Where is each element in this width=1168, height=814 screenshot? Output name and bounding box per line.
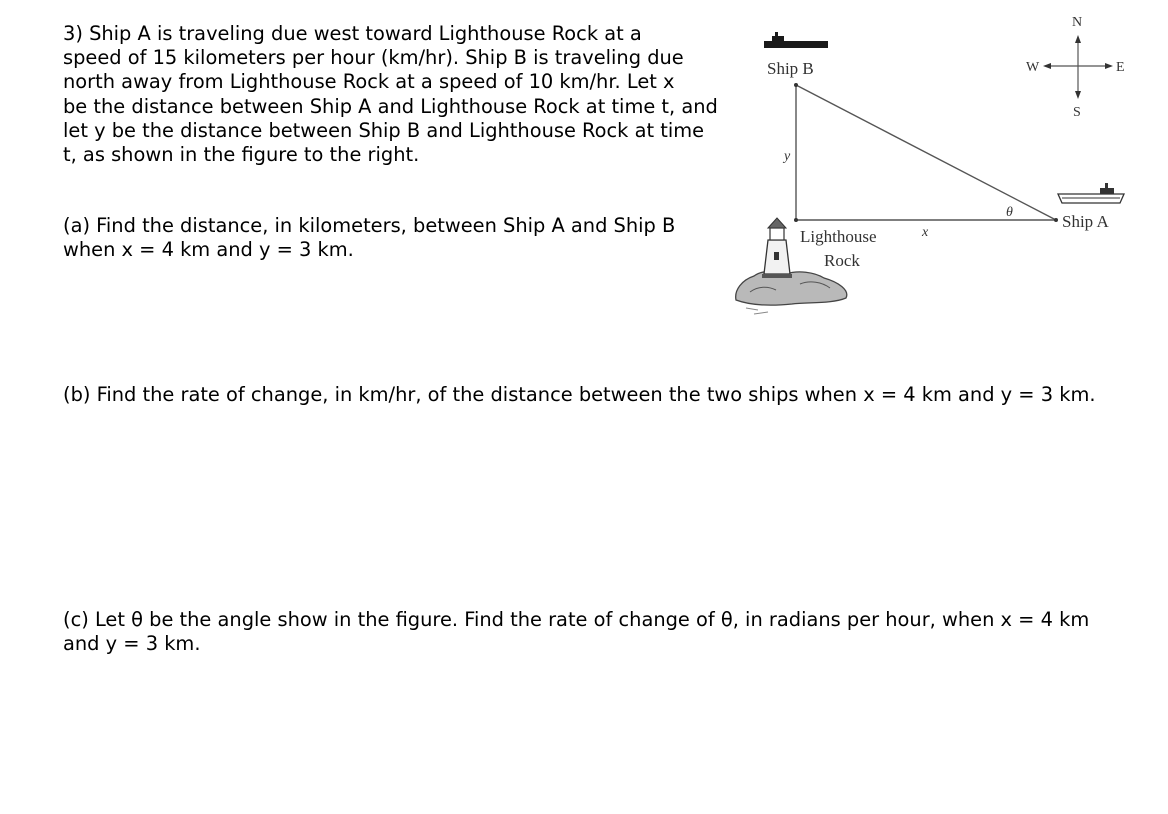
ship-a-icon — [1058, 183, 1124, 203]
ship-b-icon — [764, 32, 828, 48]
problem-intro — [63, 22, 743, 167]
lighthouse-label-line1: Lighthouse — [800, 227, 877, 246]
part-a-line: (a) Find the distance, in kilometers, between Ship A and Ship B — [63, 214, 676, 237]
ship-b-label: Ship B — [767, 59, 814, 78]
compass-icon — [1043, 35, 1113, 99]
intro-line: let y be the distance between Ship B and Lighthouse Rock at time — [63, 118, 705, 142]
intro-line: be the distance between Ship A and Lighthouse Rock at time t, and — [63, 94, 718, 118]
ship-b-point — [794, 83, 798, 87]
compass-south-label: S — [1073, 105, 1081, 120]
intro-line: 3) Ship A is traveling due west toward Lighthouse Rock at a — [63, 22, 642, 45]
compass-north-label: N — [1072, 15, 1083, 30]
x-label: x — [922, 225, 929, 240]
part-c-question — [63, 608, 1153, 656]
ship-a-point — [1054, 218, 1058, 222]
ship-lighthouse-figure — [728, 8, 1138, 318]
compass-east-label: E — [1116, 60, 1125, 75]
y-label: y — [784, 149, 791, 164]
compass-west-label: W — [1026, 60, 1040, 75]
hypotenuse-distance — [796, 85, 1056, 220]
ship-a-label: Ship A — [1062, 212, 1109, 231]
part-c-line: and y = 3 km. — [63, 632, 201, 656]
lighthouse-point — [794, 218, 798, 222]
intro-line: speed of 15 kilometers per hour (km/hr). Ship B is traveling due — [63, 46, 684, 70]
part-a-line: when x = 4 km and y = 3 km. — [63, 238, 354, 262]
lighthouse-label-line2: Rock — [824, 251, 860, 270]
theta-label: θ — [1006, 205, 1013, 220]
part-b-question: (b) Find the rate of change, in km/hr, of the distance between the two ships when x = 4 km and y = 3 km. — [63, 383, 1096, 406]
intro-line: t, as shown in the figure to the right. — [63, 143, 420, 167]
intro-line: north away from Lighthouse Rock at a speed of 10 km/hr. Let x — [63, 70, 675, 94]
part-c-line: (c) Let θ be the angle show in the figure. Find the rate of change of θ, in radians per hour, when x = 4 km — [63, 608, 1090, 631]
part-a-question — [63, 214, 743, 262]
